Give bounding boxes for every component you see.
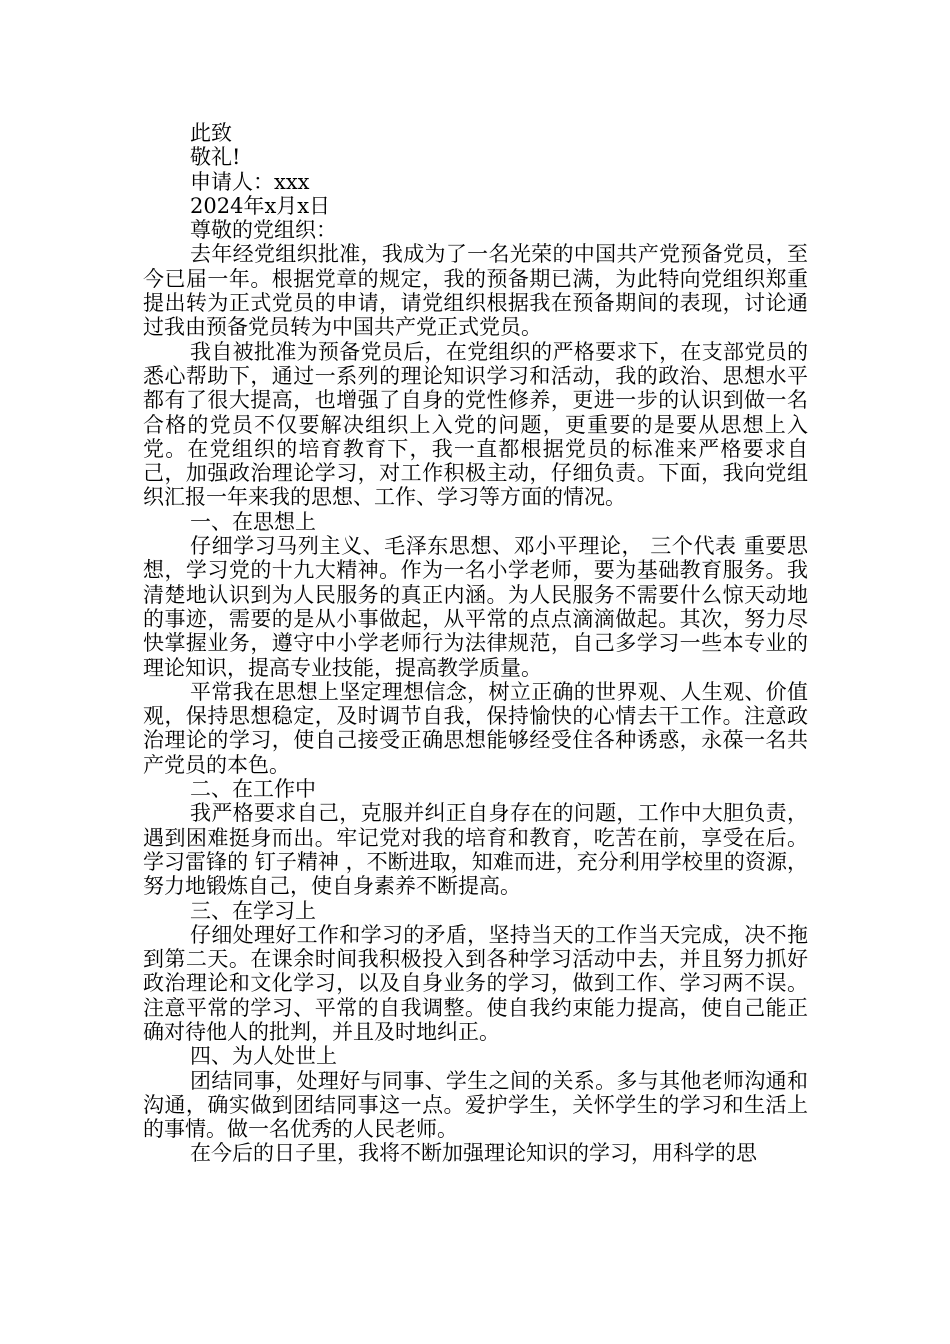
intro-paragraph-1: 去年经党组织批准，我成为了一名光荣的中国共产党预备党员，至今已届一年。根据党章的规定，我的预备期已满，为此特向党组织郑重提出转为正式党员的申请，请党组织根据我在预备期间的表现，讨论通过我由预备党员转为中国共产党正式党员。 bbox=[143, 242, 808, 340]
section-paragraph: 在今后的日子里，我将不断加强理论知识的学习，用科学的思 bbox=[190, 1141, 757, 1166]
section-paragraph: 我严格要求自己，克服并纠正自身存在的问题，工作中大胆负责，遇到困难挺身而出。牢记党对我的培育和教育，吃苦在前，享受在后。学习雷锋的 钉子精神 ，不断进取，知难而进，充分利用学校里的资源，努力地锻炼自己，使自身素养不断提高。 bbox=[143, 801, 808, 899]
salutation: 尊敬的党组织： bbox=[190, 218, 337, 243]
date-line: 2024年x月x日 bbox=[190, 193, 331, 218]
section-paragraph: 团结同事，处理好与同事、学生之间的关系。多与其他老师沟通和沟通，确实做到团结同事这一点。爱护学生，关怀学生的学习和生活上的事情。做一名优秀的人民老师。 bbox=[143, 1068, 808, 1142]
intro-paragraph-2: 我自被批准为预备党员后，在党组织的严格要求下，在支部党员的悉心帮助下，通过一系列的理论知识学习和活动，我的政治、思想水平都有了很大提高，也增强了自身的党性修养，更进一步的认识到做一名合格的党员不仅要解决组织上入党的问题，更重要的是要从思想上入党。在党组织的培育教育下，我一直都根据党员的标准来严格要求自己，加强政治理论学习，对工作积极主动，仔细负责。下面，我向党组织汇报一年来我的思想、工作、学习等方面的情况。 bbox=[143, 339, 808, 510]
section-heading-conduct: 四、为人处世上 bbox=[190, 1044, 337, 1069]
section-paragraph: 仔细学习马列主义、毛泽东思想、邓小平理论， 三个代表 重要思想，学习党的十九大精神。作为一名小学老师，要为基础教育服务。我清楚地认识到为人民服务的真正内涵。为人民服务不需要什么惊天动地的事迹，需要的是从小事做起，从平常的点点滴滴做起。其次，努力尽快掌握业务，遵守中小学老师行为法律规范，自己多学习一些本专业的理论知识，提高专业技能，提高教学质量。 bbox=[143, 534, 808, 680]
closing-jing-li: 敬礼! bbox=[190, 145, 241, 170]
section-paragraph: 仔细处理好工作和学习的矛盾，坚持当天的工作当天完成，决不拖到第二天。在课余时间我积极投入到各种学习活动中去，并且努力抓好政治理论和文化学习，以及自身业务的学习，做到工作、学习两不误。注意平常的学习、平常的自我调整。使自我约束能力提高，使自己能正确对待他人的批判，并且及时地纠正。 bbox=[143, 922, 808, 1044]
section-heading-thought: 一、在思想上 bbox=[190, 509, 316, 534]
section-heading-work: 二、在工作中 bbox=[190, 777, 316, 802]
document-page bbox=[143, 121, 808, 1166]
closing-ci-zhi: 此致 bbox=[190, 121, 232, 145]
applicant-line: 申请人：xxx bbox=[190, 169, 310, 194]
section-heading-study: 三、在学习上 bbox=[190, 898, 316, 923]
section-paragraph: 平常我在思想上坚定理想信念，树立正确的世界观、人生观、价值观，保持思想稳定，及时调节自我，保持愉快的心情去干工作。注意政治理论的学习，使自己接受正确思想能够经受住各种诱惑，永葆一名共产党员的本色。 bbox=[143, 679, 808, 777]
